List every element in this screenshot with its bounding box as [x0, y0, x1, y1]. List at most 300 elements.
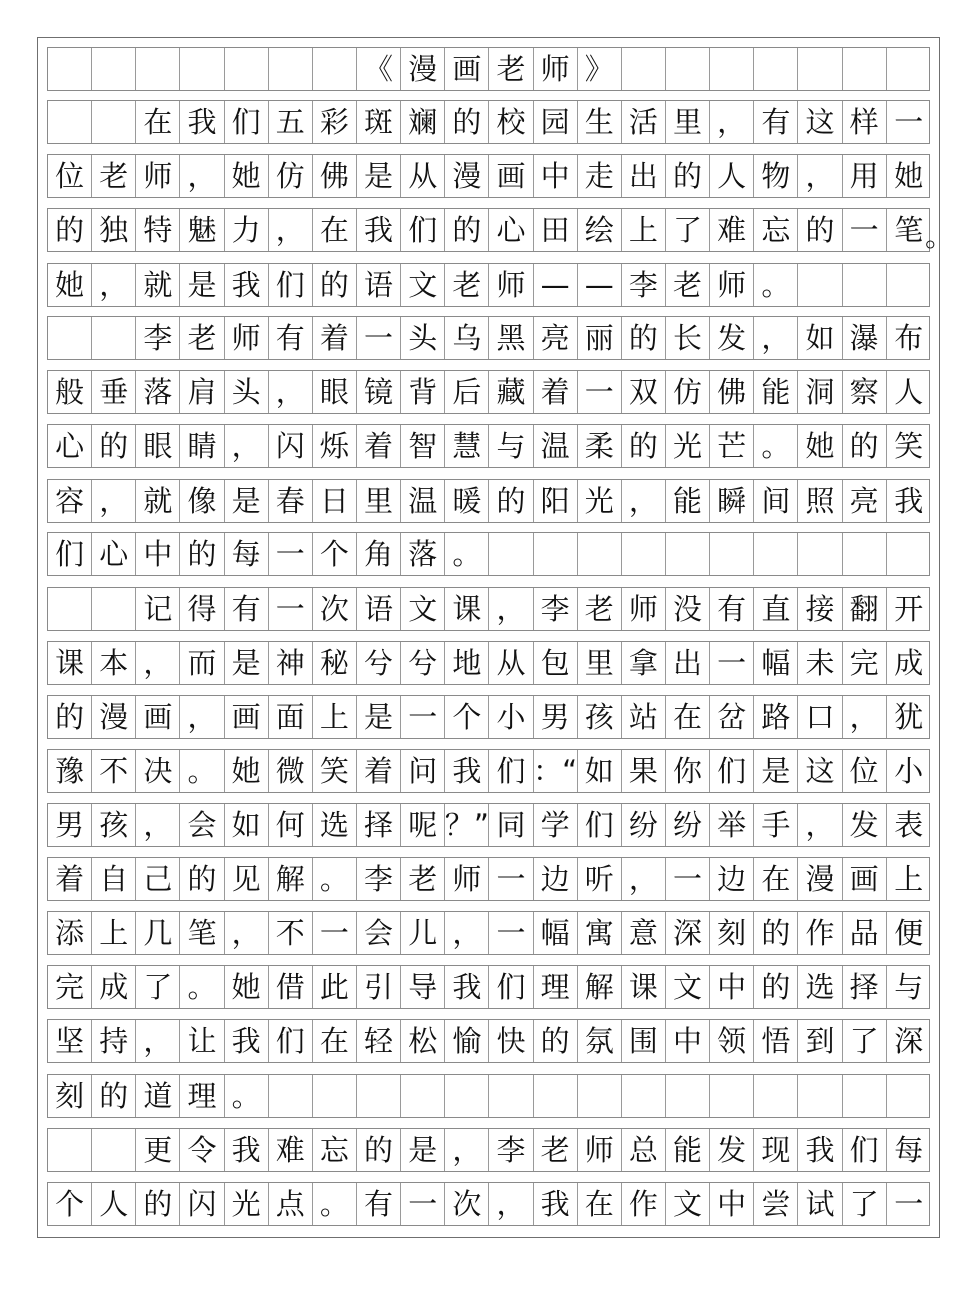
grid-cell: 难: [710, 209, 754, 251]
grid-cell: 柔: [578, 425, 622, 467]
grid-cell: 刻: [710, 912, 754, 954]
grid-cell: 边: [534, 858, 578, 900]
grid-cell: 亮: [534, 317, 578, 359]
grid-cell: 的: [622, 317, 666, 359]
grid-cell: 双: [622, 371, 666, 413]
grid-cell: 后: [445, 371, 489, 413]
grid-cell: 发: [710, 317, 754, 359]
grid-cell: 文: [666, 966, 710, 1008]
grid-cell: 光: [666, 425, 710, 467]
grid-cell: [887, 48, 931, 90]
grid-cell: 自: [92, 858, 136, 900]
grid-cell: 师: [445, 858, 489, 900]
grid-cell: 围: [622, 1020, 666, 1062]
grid-cell: 让: [180, 1020, 224, 1062]
grid-cell: 老: [445, 264, 489, 306]
grid-cell: 暖: [445, 480, 489, 522]
grid-cell: [489, 1075, 533, 1117]
grid-cell: 着: [313, 317, 357, 359]
grid-cell: 男: [48, 804, 92, 846]
grid-cell: 解: [269, 858, 313, 900]
grid-cell: 漫: [92, 696, 136, 738]
grid-cell: 师: [534, 48, 578, 90]
grid-cell: 佛: [710, 371, 754, 413]
grid-cell: 斑: [357, 101, 401, 143]
grid-row: [47, 1182, 930, 1226]
grid-cell: 漫: [445, 155, 489, 197]
grid-cell: 老: [401, 858, 445, 900]
grid-cell: 画: [489, 155, 533, 197]
grid-cell: 不: [269, 912, 313, 954]
grid-cell: 导: [401, 966, 445, 1008]
grid-cell: 上: [894, 861, 924, 896]
grid-cell: 己: [136, 858, 180, 900]
grid-cell: 你: [666, 750, 710, 792]
grid-cell: 魅: [180, 209, 224, 251]
grid-cell: 一: [357, 317, 401, 359]
grid-cell: 校: [489, 101, 533, 143]
grid-row: [47, 100, 930, 144]
grid-cell: 坚: [48, 1020, 92, 1062]
grid-cell: 的: [48, 696, 92, 738]
grid-cell: 品: [843, 912, 887, 954]
grid-cell: [666, 1075, 710, 1117]
grid-cell: 。: [313, 1183, 357, 1225]
grid-cell: 眼: [313, 371, 357, 413]
grid-cell: 得: [180, 588, 224, 630]
grid-cell: 没: [666, 588, 710, 630]
grid-cell: 次: [313, 588, 357, 630]
grid-cell: ，: [92, 480, 136, 522]
grid-cell: 闪: [180, 1183, 224, 1225]
grid-cell: 一: [710, 642, 754, 684]
grid-cell: [136, 48, 180, 90]
grid-cell: 。: [754, 264, 798, 306]
grid-cell: 这: [798, 101, 842, 143]
grid-cell: 园: [534, 101, 578, 143]
grid-cell: ，: [798, 155, 842, 197]
grid-cell: ，: [269, 371, 313, 413]
grid-cell: [92, 588, 136, 630]
grid-cell: 孩: [578, 696, 622, 738]
grid-cell: 芒: [710, 425, 754, 467]
grid-cell: 斓: [401, 101, 445, 143]
grid-cell: 中: [666, 1020, 710, 1062]
grid-cell: 师: [710, 264, 754, 306]
grid-cell: 秘: [313, 642, 357, 684]
grid-cell: 像: [180, 480, 224, 522]
grid-cell: 愉: [445, 1020, 489, 1062]
grid-cell: 老: [92, 155, 136, 197]
grid-cell: 师: [578, 1129, 622, 1171]
grid-cell: 一: [269, 588, 313, 630]
grid-cell: 的: [489, 480, 533, 522]
grid-cell: 用: [843, 155, 887, 197]
grid-cell: 出: [666, 642, 710, 684]
grid-cell: 仿: [269, 155, 313, 197]
grid-cell: 是: [225, 480, 269, 522]
grid-cell: 田: [534, 209, 578, 251]
grid-cell: ，: [225, 912, 269, 954]
grid-cell: 学: [534, 804, 578, 846]
grid-cell: [313, 48, 357, 90]
grid-cell: 就: [136, 264, 180, 306]
grid-cell: 几: [136, 912, 180, 954]
grid-cell: 五: [269, 101, 313, 143]
grid-cell: 兮: [357, 642, 401, 684]
grid-cell: 老: [666, 264, 710, 306]
grid-cell: 表: [894, 807, 924, 842]
grid-cell: 特: [136, 209, 180, 251]
grid-cell: [710, 1075, 754, 1117]
grid-cell: 见: [225, 858, 269, 900]
grid-cell: 更: [136, 1129, 180, 1171]
grid-cell: 课: [445, 588, 489, 630]
grid-cell: 光: [578, 480, 622, 522]
grid-cell: 犹: [894, 699, 924, 734]
grid-cell: [92, 1129, 136, 1171]
grid-cell: 们: [225, 101, 269, 143]
grid-cell: 李: [136, 317, 180, 359]
grid-cell: 手: [754, 804, 798, 846]
grid-cell: 纷: [666, 804, 710, 846]
grid-cell: [710, 533, 754, 575]
grid-cell: [48, 588, 92, 630]
grid-cell: 的: [48, 209, 92, 251]
grid-cell: 有: [225, 588, 269, 630]
grid-cell: 选: [313, 804, 357, 846]
grid-cell: 的: [136, 1183, 180, 1225]
grid-cell: 阳: [534, 480, 578, 522]
grid-cell: ，: [798, 804, 842, 846]
grid-cell: 路: [754, 696, 798, 738]
grid-row: [47, 532, 930, 576]
grid-cell: ，: [269, 209, 313, 251]
grid-cell: 仿: [666, 371, 710, 413]
grid-row: [47, 479, 930, 523]
grid-cell: 般: [48, 371, 92, 413]
grid-cell: 的: [92, 1075, 136, 1117]
grid-cell: 的: [754, 912, 798, 954]
grid-cell: 中: [136, 533, 180, 575]
grid-cell: 孩: [92, 804, 136, 846]
grid-cell: 们: [710, 750, 754, 792]
grid-cell: 开: [894, 591, 924, 626]
grid-cell: 了: [666, 209, 710, 251]
grid-cell: [798, 533, 842, 575]
grid-cell: 镜: [357, 371, 401, 413]
grid-cell: 画: [136, 696, 180, 738]
grid-cell: 温: [401, 480, 445, 522]
grid-cell: 从: [401, 155, 445, 197]
grid-cell: ，: [445, 1129, 489, 1171]
grid-cell: 。: [754, 425, 798, 467]
grid-cell: [269, 48, 313, 90]
grid-cell: 未: [798, 642, 842, 684]
grid-cell: 人: [894, 374, 924, 409]
grid-cell: 笔: [894, 212, 924, 247]
grid-cell: —: [534, 264, 578, 306]
grid-cell: 个: [313, 533, 357, 575]
grid-cell: 决: [136, 750, 180, 792]
grid-cell: 里: [578, 642, 622, 684]
grid-cell: [754, 1075, 798, 1117]
grid-cell: 老: [534, 1129, 578, 1171]
grid-cell: 老: [489, 48, 533, 90]
grid-cell: 了: [843, 1020, 887, 1062]
grid-cell: 垂: [92, 371, 136, 413]
grid-cell: 翻: [843, 588, 887, 630]
grid-cell: 睛: [180, 425, 224, 467]
grid-cell: 一: [489, 912, 533, 954]
grid-cell: 次: [445, 1183, 489, 1225]
grid-cell: 择: [843, 966, 887, 1008]
grid-cell: 会: [180, 804, 224, 846]
grid-cell: [48, 1129, 92, 1171]
grid-row: [47, 803, 930, 847]
grid-cell: 上: [622, 209, 666, 251]
grid-row: [47, 1019, 930, 1063]
grid-cell: [578, 1075, 622, 1117]
grid-cell: 心: [48, 425, 92, 467]
grid-cell: [180, 48, 224, 90]
grid-cell: 师: [622, 588, 666, 630]
grid-cell: 慧: [445, 425, 489, 467]
grid-cell: 岔: [710, 696, 754, 738]
grid-cell: 眼: [136, 425, 180, 467]
grid-cell: 她: [798, 425, 842, 467]
grid-cell: 她: [225, 155, 269, 197]
grid-cell: 落: [136, 371, 180, 413]
grid-cell: 能: [754, 371, 798, 413]
grid-cell: 了: [843, 1183, 887, 1225]
grid-cell: 漫: [401, 48, 445, 90]
grid-cell: 试: [798, 1183, 842, 1225]
grid-cell: 着: [357, 750, 401, 792]
grid-cell: 文: [401, 588, 445, 630]
grid-cell: 人: [92, 1183, 136, 1225]
grid-cell: 解: [578, 966, 622, 1008]
grid-cell: [534, 533, 578, 575]
grid-cell: [622, 48, 666, 90]
grid-cell: 们: [269, 1020, 313, 1062]
grid-cell: 老: [578, 588, 622, 630]
grid-cell: 春: [269, 480, 313, 522]
grid-cell: 深: [894, 1023, 924, 1058]
grid-cell: 在: [666, 696, 710, 738]
grid-cell: 洞: [798, 371, 842, 413]
grid-cell: 我: [445, 966, 489, 1008]
grid-row: [47, 695, 930, 739]
grid-cell: ，: [843, 696, 887, 738]
grid-cell: 。: [180, 966, 224, 1008]
grid-cell: 我: [225, 1129, 269, 1171]
grid-cell: 我: [445, 750, 489, 792]
grid-cell: 心: [92, 533, 136, 575]
grid-cell: 亮: [843, 480, 887, 522]
grid-cell: 刻: [48, 1075, 92, 1117]
grid-cell: 们: [843, 1129, 887, 1171]
grid-cell: 在: [754, 858, 798, 900]
grid-row: [47, 857, 930, 901]
grid-cell: 画: [225, 696, 269, 738]
grid-cell: 们: [48, 533, 92, 575]
grid-cell: 位: [48, 155, 92, 197]
grid-cell: 活: [622, 101, 666, 143]
grid-cell: 是: [357, 696, 401, 738]
grid-cell: 尝: [754, 1183, 798, 1225]
grid-cell: 的: [357, 1129, 401, 1171]
grid-cell: 每: [225, 533, 269, 575]
grid-cell: 此: [313, 966, 357, 1008]
grid-cell: 一: [401, 696, 445, 738]
grid-cell: 我: [534, 1183, 578, 1225]
grid-cell: 一: [269, 533, 313, 575]
grid-cell: 有: [754, 101, 798, 143]
grid-cell: 在: [313, 209, 357, 251]
grid-cell: 照: [798, 480, 842, 522]
grid-row: [47, 1128, 930, 1172]
grid-cell: 。: [225, 1075, 269, 1117]
grid-cell: 现: [754, 1129, 798, 1171]
grid-cell: 佛: [313, 155, 357, 197]
grid-cell: 每: [894, 1132, 924, 1167]
grid-cell: [710, 48, 754, 90]
grid-cell: 直: [754, 588, 798, 630]
grid-cell: 能: [666, 1129, 710, 1171]
grid-cell: 个: [445, 696, 489, 738]
grid-cell: 成: [92, 966, 136, 1008]
grid-cell: [754, 48, 798, 90]
grid-cell: 中: [710, 966, 754, 1008]
grid-cell: 是: [357, 155, 401, 197]
grid-row: [47, 154, 930, 198]
grid-cell: 的: [754, 966, 798, 1008]
grid-cell: 是: [754, 750, 798, 792]
grid-cell: [92, 48, 136, 90]
grid-cell: 理: [534, 966, 578, 1008]
grid-cell: 头: [401, 317, 445, 359]
grid-cell: [622, 1075, 666, 1117]
grid-cell: 令: [180, 1129, 224, 1171]
grid-cell: ？”: [445, 804, 489, 846]
grid-cell: 的: [534, 1020, 578, 1062]
grid-cell: [887, 264, 931, 306]
grid-cell: [269, 1075, 313, 1117]
grid-cell: 背: [401, 371, 445, 413]
grid-cell: 师: [225, 317, 269, 359]
grid-cell: 不: [92, 750, 136, 792]
grid-cell: 面: [269, 696, 313, 738]
grid-cell: 到: [798, 1020, 842, 1062]
grid-cell: 在: [136, 101, 180, 143]
grid-cell: 语: [357, 588, 401, 630]
grid-cell: 点: [269, 1183, 313, 1225]
grid-cell: 画: [445, 48, 489, 90]
grid-cell: 的: [180, 858, 224, 900]
grid-cell: [754, 533, 798, 575]
grid-cell: 。: [313, 858, 357, 900]
grid-cell: 在: [578, 1183, 622, 1225]
grid-cell: 与: [894, 969, 924, 1004]
grid-cell: 我: [894, 483, 924, 518]
grid-cell: 出: [622, 155, 666, 197]
grid-cell: 会: [357, 912, 401, 954]
grid-cell: [445, 1075, 489, 1117]
grid-cell: 李: [534, 588, 578, 630]
grid-cell: 温: [534, 425, 578, 467]
grid-cell: 黑: [489, 317, 533, 359]
grid-cell: 笔: [180, 912, 224, 954]
grid-cell: ，: [710, 101, 754, 143]
grid-cell: 轻: [357, 1020, 401, 1062]
grid-cell: 老: [180, 317, 224, 359]
grid-cell: 儿: [401, 912, 445, 954]
grid-cell: 意: [622, 912, 666, 954]
grid-cell: ，: [225, 425, 269, 467]
grid-cell: 瞬: [710, 480, 754, 522]
grid-cell: 是: [225, 642, 269, 684]
grid-cell: [313, 1075, 357, 1117]
grid-cell: 一: [666, 858, 710, 900]
grid-cell: 道: [136, 1075, 180, 1117]
grid-cell: [843, 264, 887, 306]
grid-row: [47, 911, 930, 955]
grid-cell: ，: [489, 588, 533, 630]
grid-cell: 瀑: [843, 317, 887, 359]
grid-cell: 呢: [401, 804, 445, 846]
grid-cell: 里: [666, 101, 710, 143]
grid-cell: 她: [894, 158, 924, 193]
grid-cell: 的: [180, 533, 224, 575]
grid-cell: 角: [357, 533, 401, 575]
grid-cell: 光: [225, 1183, 269, 1225]
grid-cell: 长: [666, 317, 710, 359]
grid-cell: 举: [710, 804, 754, 846]
grid-cell: 这: [798, 750, 842, 792]
grid-cell: 烁: [313, 425, 357, 467]
grid-cell: 她: [225, 966, 269, 1008]
grid-cell: 文: [666, 1183, 710, 1225]
grid-cell: 同: [489, 804, 533, 846]
grid-cell: 人: [710, 155, 754, 197]
grid-cell: 听: [578, 858, 622, 900]
grid-cell: 们: [489, 966, 533, 1008]
grid-cell: [798, 264, 842, 306]
grid-cell: 着: [534, 371, 578, 413]
grid-cell: 落: [401, 533, 445, 575]
grid-cell: 纷: [622, 804, 666, 846]
grid-cell: ，: [622, 858, 666, 900]
grid-cell: —: [578, 264, 622, 306]
grid-cell: 引: [357, 966, 401, 1008]
grid-row: [47, 1074, 930, 1118]
grid-cell: 一: [578, 371, 622, 413]
grid-cell: 》: [578, 48, 622, 90]
grid-cell: 我: [180, 101, 224, 143]
grid-cell: 她: [225, 750, 269, 792]
grid-cell: ，: [754, 317, 798, 359]
grid-cell: 。: [445, 533, 489, 575]
grid-cell: 完: [48, 966, 92, 1008]
grid-cell: 的: [445, 101, 489, 143]
margin-punctuation: 。: [925, 219, 955, 253]
grid-cell: 一: [313, 912, 357, 954]
grid-cell: 一: [894, 1186, 924, 1221]
grid-cell: 从: [489, 642, 533, 684]
grid-row: [47, 641, 930, 685]
grid-cell: 而: [180, 642, 224, 684]
